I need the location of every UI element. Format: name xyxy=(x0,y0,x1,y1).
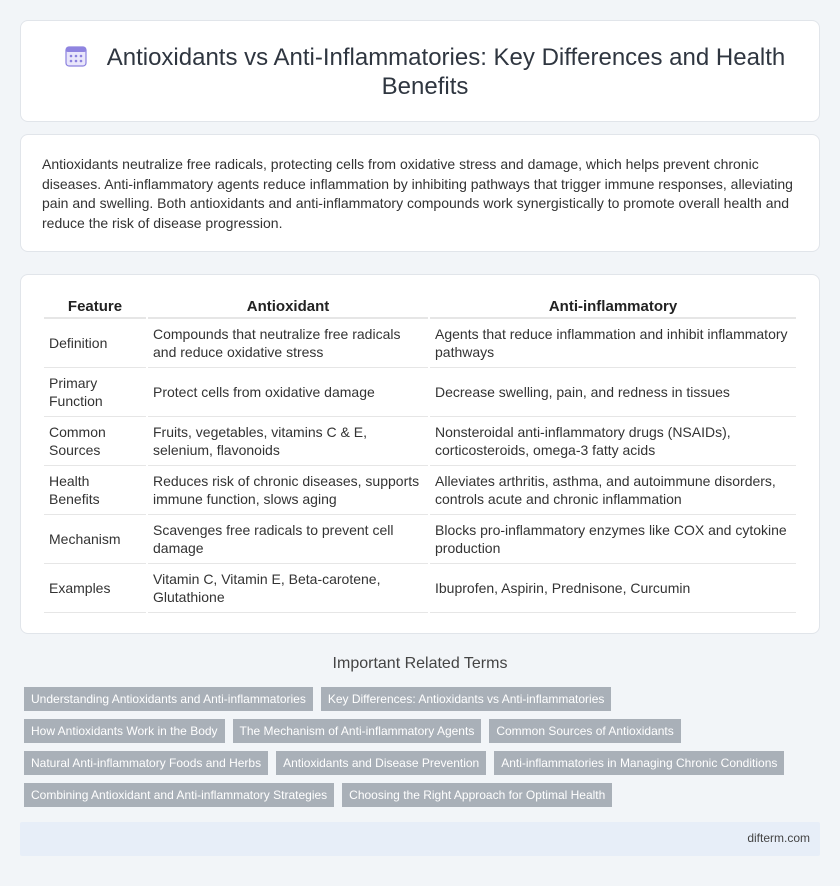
site-name[interactable]: difterm.com xyxy=(747,831,810,845)
table-row xyxy=(44,417,796,466)
feature-cell: Health Benefits xyxy=(44,466,146,515)
related-term-link[interactable]: How Antioxidants Work in the Body xyxy=(24,719,225,743)
calendar-icon xyxy=(65,45,87,67)
feature-cell: Definition xyxy=(44,319,146,368)
table-row xyxy=(44,466,796,515)
antioxidant-cell: Compounds that neutralize free radicals and reduce oxidative stress xyxy=(148,319,428,368)
related-term-link[interactable]: The Mechanism of Anti-inflammatory Agents xyxy=(233,719,482,743)
related-term-link[interactable]: Antioxidants and Disease Prevention xyxy=(276,751,486,775)
page-header xyxy=(61,43,789,101)
page-title xyxy=(65,44,786,100)
intro-paragraph: Antioxidants neutralize free radicals, protecting cells from oxidative stress and damage, which helps prevent chronic diseases. Anti-inflammatory agents reduce inflammation by inhibiting pathways that trigger immune responses, alleviating pain and swelling. Both antioxidants and anti-inflammatory compounds work synergistically to promote overall health and reduce the risk of disease progression. xyxy=(42,156,793,231)
related-term-link[interactable]: Combining Antioxidant and Anti-inflammatory Strategies xyxy=(24,783,334,807)
table-row xyxy=(44,368,796,417)
antioxidant-cell: Scavenges free radicals to prevent cell damage xyxy=(148,515,428,564)
related-term-link[interactable]: Key Differences: Antioxidants vs Anti-inflammatories xyxy=(321,687,612,711)
header-feature: Feature xyxy=(44,295,146,319)
related-term-link[interactable]: Choosing the Right Approach for Optimal Health xyxy=(342,783,612,807)
page-title-text: Antioxidants vs Anti-Inflammatories: Key Differences and Health Benefits xyxy=(106,44,786,100)
comparison-card xyxy=(20,274,820,634)
antioxidant-cell: Fruits, vegetables, vitamins C & E, selenium, flavonoids xyxy=(148,417,428,466)
related-term-link[interactable]: Common Sources of Antioxidants xyxy=(489,719,680,743)
related-term-link[interactable]: Natural Anti-inflammatory Foods and Herbs xyxy=(24,751,268,775)
intro-card xyxy=(20,134,820,252)
related-term-link[interactable]: Anti-inflammatories in Managing Chronic Conditions xyxy=(494,751,784,775)
title-card xyxy=(20,20,820,122)
anti-inflammatory-cell: Nonsteroidal anti-inflammatory drugs (NSAIDs), corticosteroids, omega-3 fatty acids xyxy=(430,417,796,466)
header-antioxidant: Antioxidant xyxy=(148,295,428,319)
comparison-table xyxy=(42,295,798,613)
table-header-row xyxy=(44,295,796,319)
table-row xyxy=(44,319,796,368)
antioxidant-cell: Reduces risk of chronic diseases, supports immune function, slows aging xyxy=(148,466,428,515)
table-row xyxy=(44,564,796,613)
anti-inflammatory-cell: Alleviates arthritis, asthma, and autoimmune disorders, controls acute and chronic inflammation xyxy=(430,466,796,515)
header-anti-inflammatory: Anti-inflammatory xyxy=(430,295,796,319)
antioxidant-cell: Protect cells from oxidative damage xyxy=(148,368,428,417)
feature-cell: Mechanism xyxy=(44,515,146,564)
antioxidant-cell: Vitamin C, Vitamin E, Beta-carotene, Glutathione xyxy=(148,564,428,613)
feature-cell: Primary Function xyxy=(44,368,146,417)
anti-inflammatory-cell: Blocks pro-inflammatory enzymes like COX and cytokine production xyxy=(430,515,796,564)
footer xyxy=(20,822,820,856)
anti-inflammatory-cell: Ibuprofen, Aspirin, Prednisone, Curcumin xyxy=(430,564,796,613)
anti-inflammatory-cell: Decrease swelling, pain, and redness in tissues xyxy=(430,368,796,417)
related-terms-list xyxy=(24,687,804,815)
feature-cell: Examples xyxy=(44,564,146,613)
related-terms-title: Important Related Terms xyxy=(332,655,508,672)
feature-cell: Common Sources xyxy=(44,417,146,466)
table-row xyxy=(44,515,796,564)
related-term-link[interactable]: Understanding Antioxidants and Anti-inflammatories xyxy=(24,687,313,711)
anti-inflammatory-cell: Agents that reduce inflammation and inhibit inflammatory pathways xyxy=(430,319,796,368)
